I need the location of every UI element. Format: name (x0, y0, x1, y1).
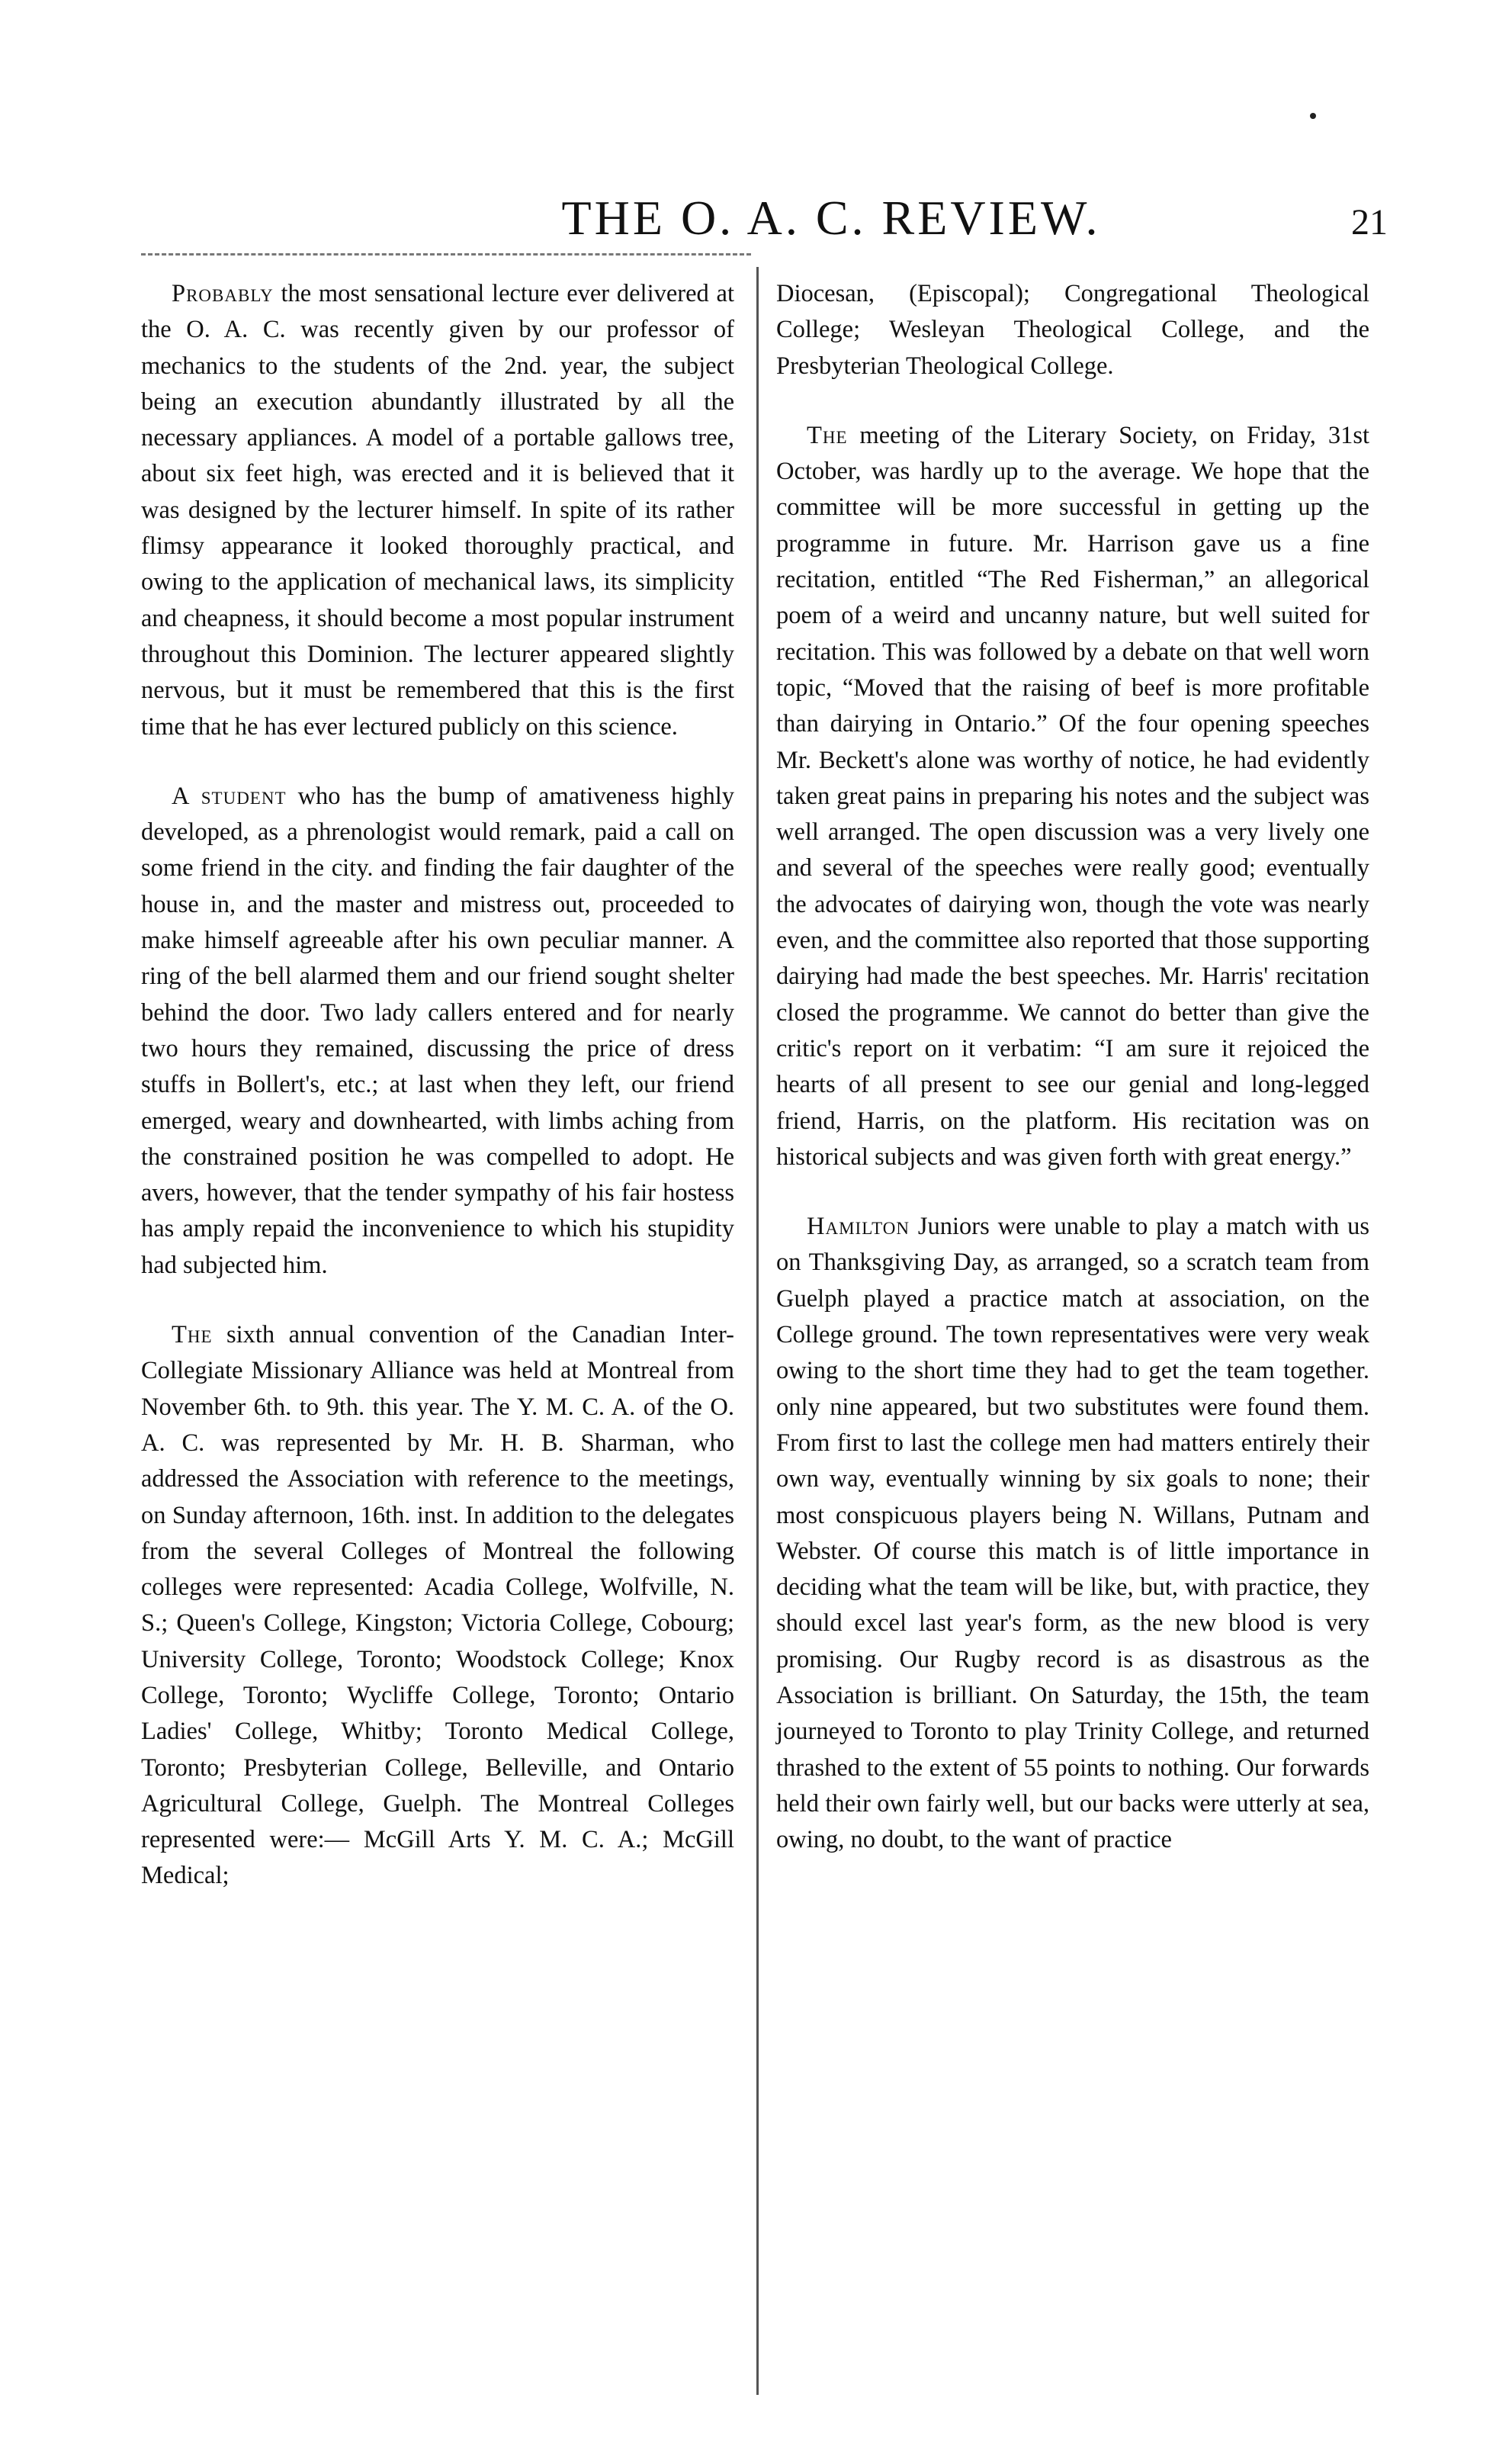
lead-word: A student (172, 782, 287, 810)
lead-word: The (807, 421, 848, 449)
lead-word: Hamilton (807, 1213, 910, 1241)
paragraph-text: the most sensational lecture ever delivered at the O. A. C. was recently given by our professor of mechanics to the students of the 2nd. year, the subject being an execution abundantly illustrated by all the necessary appliances. A model of a portable gallows tree, about six feet high, was erected and it is believed that it was designed by the lecturer himself. In spite of its rather flimsy appearance it looked thoroughly practical, and owing to the application of mechanical laws, its simplicity and cheapness, it should become a most popular instrument throughout this Dominion. The lecturer appeared slightly nervous, but it must be remembered that this is the first time that he has ever lectured publicly on this science. (141, 280, 734, 741)
article-gallows-lecture (141, 276, 734, 745)
paragraph-text: Juniors were unable to play a match with us on Thanksgiving Day, as arranged, so a scratch team from Guelph played a practice match at association, on the College ground. The town representatives were very weak owing to the short time they had to get the team together. only nine appeared, but two substitutes were found them. From first to last the college men had matters entirely their own way, eventually winning by six goals to none; their most conspicuous players being N. Willans, Putnam and Webster. Of course this match is of little importance in deciding what the team will be like, but, with practice, they should excel last year's form, as the new blood is very promising. Our Rugby record is as disastrous as the Association is brilliant. On Saturday, the 15th, the team journeyed to Toronto to play Trinity College, and returned thrashed to the extent of 55 points to nothing. Our forwards held their own fairly well, but our backs were utterly at sea, owing, no doubt, to the want of practice (776, 1213, 1369, 1854)
page-header (137, 191, 1388, 252)
paragraph-text: Diocesan, (Episcopal); Congregational Theological College; Wesleyan Theological College, and the Presbyterian Theological College. (776, 280, 1369, 380)
paragraph-text: who has the bump of amativeness highly developed, as a phrenologist would remark, paid a call on some friend in the city. and finding the fair daughter of the house in, and the master and mistress out, proceeded to make himself agreeable after his own peculiar manner. A ring of the bell alarmed them and our friend sought shelter behind the door. Two lady callers entered and for nearly two hours they remained, discussing the price of dress stuffs in Bollert's, etc.; at last when they left, our friend emerged, weary and downhearted, with limbs aching from the constrained position he was compelled to adopt. He avers, however, that the tender sympathy of his fair hostess has amply repaid the inconvenience to which his stupidity had subjected him. (141, 782, 734, 1279)
print-speck (1310, 113, 1316, 119)
paragraph-text: sixth annual convention of the Canadian Inter-Collegiate Missionary Alliance was held at Montreal from November 6th. to 9th. this year. The Y. M. C. A. of the O. A. C. was represented by Mr. H. B. Sharman, who addressed the Association with reference to the meetings, on Sunday afternoon, 16th. inst. In addition to the delegates from the several Colleges of Montreal the following colleges were represented: Acadia College, Wolfville, N. S.; Queen's College, Kingston; Victoria College, Cobourg; University College, Toronto; Woodstock College; Knox College, Toronto; Wycliffe College, Toronto; Ontario Ladies' College, Whitby; Toronto Medical College, Toronto; Presbyterian College, Belleville, and Ontario Agricultural College, Guelph. The Montreal Colleges represented were:— McGill Arts Y. M. C. A.; McGill Medical; (141, 1321, 734, 1890)
lead-word: Probably (172, 280, 274, 307)
right-column (776, 276, 1369, 1858)
journal-title: THE O. A. C. REVIEW. (561, 191, 1101, 245)
header-rule (141, 253, 751, 256)
article-football-match (776, 1209, 1369, 1858)
page-number: 21 (1351, 202, 1388, 243)
article-literary-society (776, 418, 1369, 1175)
article-missionary-convention-continued (776, 276, 1369, 384)
left-column (141, 276, 734, 1895)
paragraph-text: meeting of the Literary Society, on Friday, 31st October, was hardly up to the average. We hope that the committee will be more successful in getting up the programme in future. Mr. Harrison gave us a fine recitation, entitled “The Red Fisherman,” an allegorical poem of a weird and uncanny nature, but well suited for recitation. This was followed by a debate on that well worn topic, “Moved that the raising of beef is more profitable than dairying in Ontario.” Of the four opening speeches Mr. Beckett's alone was worthy of notice, he had evidently taken great pains in preparing his notes and the subject was well arranged. The open discussion was a very lively one and several of the speeches were really good; eventually the advocates of dairying won, though the vote was nearly even, and the committee also reported that those supporting dairying had made the best speeches. Mr. Harris' recitation closed the programme. We cannot do better than give the critic's report on it verbatim: “I am sure it rejoiced the hearts of all present to see our genial and long-legged friend, Harris, on the platform. His recitation was on historical subjects and was given forth with great energy.” (776, 421, 1369, 1171)
article-student-caller (141, 779, 734, 1284)
column-divider (756, 267, 759, 2395)
article-missionary-convention (141, 1317, 734, 1895)
lead-word: The (172, 1321, 213, 1349)
